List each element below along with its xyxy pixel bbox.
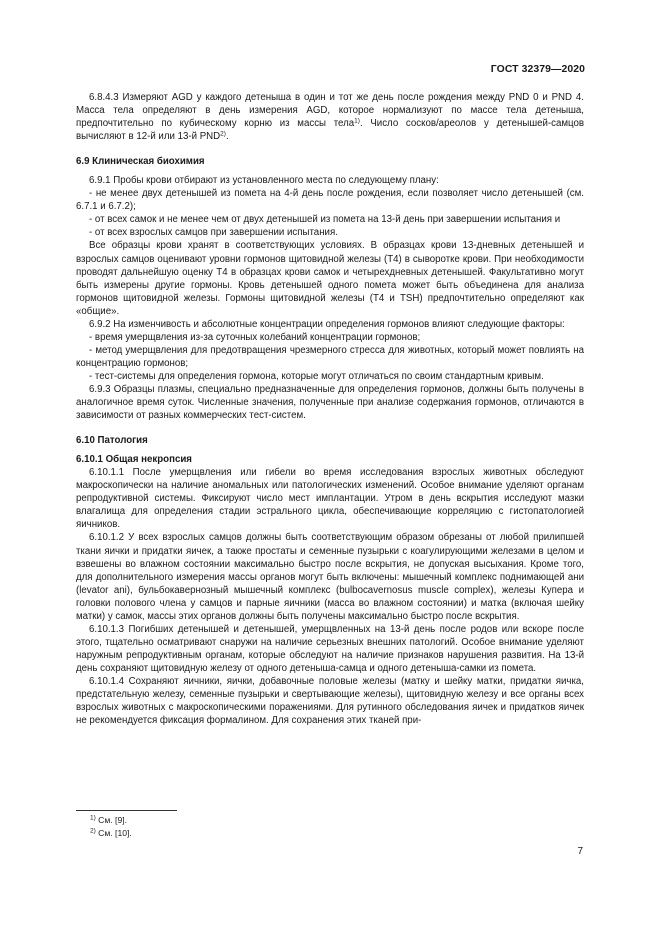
paragraph-6-10-1-4: 6.10.1.4 Сохраняют яичники, яички, добавочные половые железы (матку и шейку матки, придатки яичка, предстательную железу, семенные пузырьки и свертывающие железы), щитовидную железу и все органы всех взрослых животных с макроскопическими поражениями. Для рутинного обследования яичек и придатков яичек не рекомендуется фиксация формалином. Для сохранения этих тканей при-	[76, 675, 584, 727]
paragraph-blood-samples: Все образцы крови хранят в соответствующих условиях. В образцах крови 13-дневных детенышей и взрослых самцов оценивают уровни гормонов щитовидной железы (Т4) в сыворотке крови. При необходимости проводят дальнейшую оценку Т4 в образцах крови самок и четырехдневных детенышей. Факультативно могут быть измерены другие гормоны. Кровь детенышей одного помета может быть объединена для анализа гормонов щитовидной железы. Гормоны щитовидной железы (Т4 и TSH) предпочтительно определяют как «общие».	[76, 240, 584, 317]
page-number: 7	[577, 846, 583, 857]
footnotes	[90, 814, 132, 840]
list-item: - время умерщвления из-за суточных колебаний концентрации гормонов;	[89, 331, 421, 343]
subsection-heading-6-10-1: 6.10.1 Общая некропсия	[76, 454, 192, 466]
footnote-divider	[76, 810, 177, 811]
paragraph-6-9-3: 6.9.3 Образцы плазмы, специально предназначенные для определения гормонов, должны быть получены в аналогичное время суток. Численные значения, полученные при анализе содержания гормонов, отличаются в зависимости от разных коммерческих тест-систем.	[76, 383, 584, 422]
list-item: - от всех взрослых самцов при завершении испытания.	[89, 227, 338, 239]
paragraph-6-9-2: 6.9.2 На изменчивость и абсолютные концентрации определения гормонов влияют следующие факторы:	[89, 318, 565, 330]
paragraph-6-9-1: 6.9.1 Пробы крови отбирают из установленного места по следующему плану:	[89, 175, 439, 187]
list-item: - метод умерщвления для предотвращения чрезмерного стресса для животных, который может повлиять на концентрацию гормонов;	[76, 344, 584, 369]
footnote-2: $^{2)}$ См. [10].	[90, 827, 132, 838]
standard-header: ГОСТ 32379—2020	[490, 64, 585, 75]
list-item: - от всех самок и не менее чем от двух детенышей из помета на 13-й день при завершении испытания и	[89, 214, 561, 226]
list-item: - не менее двух детенышей из помета на 4-й день после рождения, если позволяет число детенышей (см. 6.7.1 и 6.7.2);	[76, 188, 584, 213]
paragraph-6-8-4-3: 6.8.4.3 Измеряют AGD у каждого детеныша в один и тот же день после рождения между PND 0 и PND 4. Масса тела определяют в день измерения AGD, которое нормализуют по массе тела детеныша, предпочтительно по кубическому корню из массы тела$^{1)}$. Число сосков/ареолов у детенышей-самцов вычисляют в 12-й или 13-й PND$^{2)}$.	[76, 92, 584, 143]
document-body	[76, 91, 584, 727]
footnote-1: $^{1)}$ См. [9].	[90, 814, 128, 825]
list-item: - тест-системы для определения гормона, которые могут отличаться по своим стандартным кривым.	[89, 370, 544, 382]
section-heading-6-9: 6.9 Клиническая биохимия	[76, 156, 205, 168]
section-heading-6-10: 6.10 Патология	[76, 435, 148, 447]
footnote-ref-1[interactable]: 1)	[354, 117, 360, 125]
paragraph-6-10-1-1: 6.10.1.1 После умерщвления или гибели во время исследования взрослых животных обследуют макроскопически на наличие аномальных или патологических изменений. Особое внимание уделяют органам репродуктивной системы. Фиксируют число мест имплантации. Утром в день вскрытия исследуют мазки влагалища для определения стадии эстрального цикла, обеспечивающие корреляцию с гистопатологией яичников.	[76, 467, 584, 531]
paragraph-6-10-1-2: 6.10.1.2 У всех взрослых самцов должны быть соответствующим образом обрезаны от любой прилипшей ткани яички и придатки яичек, а также простаты и семенные пузырьки с коагулирующими железами в целом и взвешены во влажном состоянии максимально быстро после вскрытия, не допуская высыхания. Кроме того, для дополнительного измерения массы органов могут быть включены: мышечный комплекс поднимающей ани (levator ani), бульбокавернозный мышечный комплекс (bulbocavernosus muscle complex), железы Купера и головки полового члена у самцов и парные яичники (масса во влажном состоянии) и матка (включая шейку матки) у самок, массы этих органов должны быть получены максимально быстро после вскрытия.	[76, 532, 584, 622]
paragraph-6-10-1-3: 6.10.1.3 Погибших детенышей и детенышей, умерщвленных на 13-й день после родов или вскоре после этого, тщательно осматривают снаружи на наличие серьезных внешних патологий. Особое внимание уделяют наружным репродуктивным органам, которые обследуют на наличие признаков нарушения развития. На 13-й день сохраняют щитовидную железу от одного детеныша-самца и одного детеныша-самки из помета.	[76, 623, 584, 674]
footnote-ref-2[interactable]: 2)	[220, 130, 226, 138]
